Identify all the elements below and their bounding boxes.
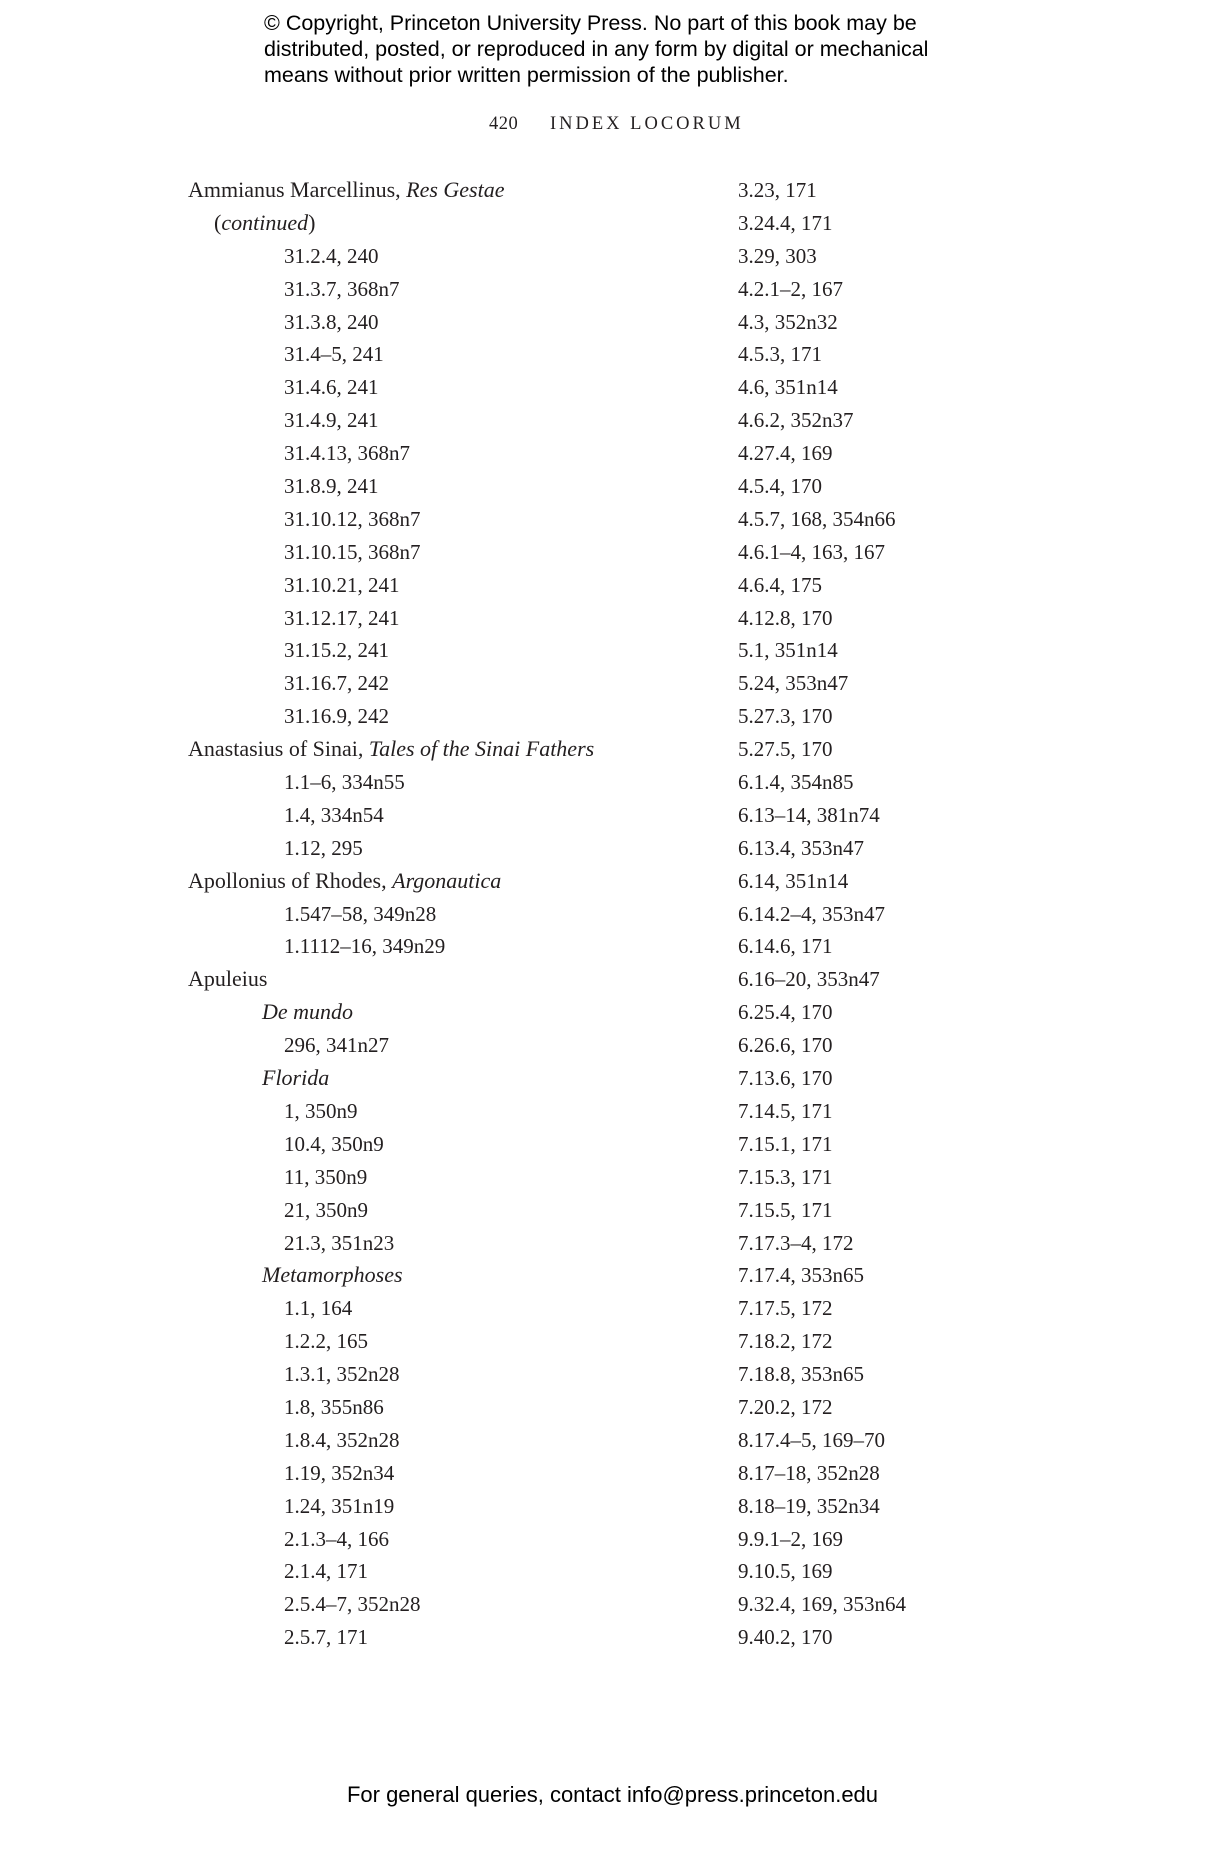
- index-entry: 6.1.4, 354n85: [738, 770, 854, 795]
- index-entry: [188, 240, 708, 273]
- index-entry: [188, 1128, 708, 1161]
- entry-text: 31.10.21, 241: [284, 572, 400, 597]
- index-entry: 6.25.4, 170: [738, 1000, 833, 1025]
- index-entry: 4.2.1–2, 167: [738, 276, 843, 301]
- index-entry: 6.14, 351n14: [738, 868, 849, 893]
- index-heading: [188, 174, 708, 207]
- entry-suffix: ): [308, 209, 316, 235]
- work-title: Florida: [262, 1065, 330, 1091]
- index-entry: 5.27.5, 170: [738, 737, 833, 762]
- index-entry: [188, 1095, 708, 1128]
- index-entry: 7.15.1, 171: [738, 1131, 833, 1156]
- index-subheading: [188, 1062, 708, 1095]
- index-entry: [188, 1194, 708, 1227]
- entry-text: 31.16.7, 242: [284, 671, 389, 696]
- index-entry: [188, 1555, 708, 1588]
- index-entry: 4.6.1–4, 163, 167: [738, 539, 885, 564]
- index-entry: 6.13.4, 353n47: [738, 835, 864, 860]
- entry-text: 10.4, 350n9: [284, 1131, 384, 1156]
- entry-text: 1.24, 351n19: [284, 1493, 395, 1518]
- index-entry: [188, 503, 708, 536]
- index-entry: [188, 371, 708, 404]
- index-entry: [188, 1358, 708, 1391]
- index-entry: [188, 1457, 708, 1490]
- index-entry: 7.18.2, 172: [738, 1329, 833, 1354]
- index-entry: 4.3, 352n32: [738, 309, 838, 334]
- entry-text: 1.4, 334n54: [284, 802, 384, 827]
- contact-footer: For general queries, contact info@press.princeton.edu: [346, 1782, 879, 1807]
- index-subheading: [188, 1259, 708, 1292]
- index-entry: 5.1, 351n14: [738, 638, 838, 663]
- index-entry: [188, 1424, 708, 1457]
- entry-text: 1.12, 295: [284, 835, 363, 860]
- entry-text: 1.547–58, 349n28: [284, 901, 437, 926]
- index-entry: 8.17–18, 352n28: [738, 1460, 880, 1485]
- index-entry: 5.27.3, 170: [738, 704, 833, 729]
- index-entry: [188, 437, 708, 470]
- index-entry: 4.5.3, 171: [738, 342, 822, 367]
- index-entry: [188, 1161, 708, 1194]
- entry-text: Anastasius of Sinai,: [188, 736, 369, 762]
- index-entry: [188, 930, 708, 963]
- entry-text: 2.5.4–7, 352n28: [284, 1592, 421, 1617]
- entry-text: 31.16.9, 242: [284, 704, 389, 729]
- index-entry: [188, 1621, 708, 1654]
- entry-text: Apuleius: [188, 966, 268, 992]
- entry-text: 2.1.3–4, 166: [284, 1526, 389, 1551]
- copyright-notice: [264, 10, 1004, 88]
- entry-text: 31.10.12, 368n7: [284, 506, 421, 531]
- page-number: 420: [489, 114, 519, 134]
- index-entry: 4.5.4, 170: [738, 474, 822, 499]
- entry-text: 1.8, 355n86: [284, 1394, 384, 1419]
- entry-text: 1.1–6, 334n55: [284, 770, 405, 795]
- index-entry: 9.9.1–2, 169: [738, 1526, 843, 1551]
- index-entry: [188, 1292, 708, 1325]
- index-entry: 4.6.4, 175: [738, 572, 822, 597]
- index-entry: [188, 766, 708, 799]
- index-entry: [188, 1490, 708, 1523]
- index-entry: [188, 799, 708, 832]
- index-entry: [188, 1227, 708, 1260]
- index-heading: [188, 963, 708, 996]
- entry-text: 1.1112–16, 349n29: [284, 934, 446, 959]
- index-entry: [188, 634, 708, 667]
- entry-text: 2.5.7, 171: [284, 1625, 368, 1650]
- entry-text: (: [214, 209, 222, 235]
- work-title: Res Gestae: [406, 177, 505, 202]
- index-entry: 5.24, 353n47: [738, 671, 849, 696]
- index-entry: 3.24.4, 171: [738, 210, 833, 235]
- entry-text: 11, 350n9: [284, 1164, 368, 1189]
- index-entry: [188, 832, 708, 865]
- entry-text: 21, 350n9: [284, 1197, 368, 1222]
- index-entry: [188, 273, 708, 306]
- index-entry: 7.14.5, 171: [738, 1098, 833, 1123]
- entry-text: 31.3.7, 368n7: [284, 276, 400, 301]
- index-entry: [188, 667, 708, 700]
- index-entry: 9.40.2, 170: [738, 1625, 833, 1650]
- entry-text: 31.10.15, 368n7: [284, 539, 421, 564]
- index-entry: 4.6, 351n14: [738, 375, 838, 400]
- index-entry: [188, 404, 708, 437]
- index-column-right: [738, 174, 1098, 1654]
- entry-text: 296, 341n27: [284, 1033, 389, 1058]
- work-title: continued: [221, 209, 309, 235]
- entry-text: Ammianus Marcellinus,: [188, 177, 407, 202]
- entry-text: 31.4.6, 241: [284, 375, 379, 400]
- work-title: Argonautica: [392, 867, 502, 893]
- entry-text: 31.8.9, 241: [284, 474, 379, 499]
- entry-text: 31.3.8, 240: [284, 309, 379, 334]
- entry-text: 31.12.17, 241: [284, 605, 400, 630]
- work-title: Tales of the Sinai Fathers: [368, 736, 595, 762]
- entry-text: 31.4.13, 368n7: [284, 441, 410, 466]
- index-entry: 7.18.8, 353n65: [738, 1362, 864, 1387]
- index-entry: [188, 700, 708, 733]
- index-entry: [188, 1029, 708, 1062]
- entry-text: 1.8.4, 352n28: [284, 1427, 400, 1452]
- index-entry: [188, 569, 708, 602]
- index-entry: [188, 1588, 708, 1621]
- index-entry: 7.20.2, 172: [738, 1394, 833, 1419]
- index-entry: [188, 470, 708, 503]
- index-entry: 6.14.2–4, 353n47: [738, 901, 885, 926]
- copyright-line: © Copyright, Princeton University Press. No part of this book may be: [264, 11, 917, 35]
- entry-text: 31.4.9, 241: [284, 408, 379, 433]
- index-entry: 8.17.4–5, 169–70: [738, 1427, 885, 1452]
- index-entry: [188, 338, 708, 371]
- copyright-line: distributed, posted, or reproduced in any form by digital or mechanical: [264, 37, 929, 61]
- index-entry: 3.29, 303: [738, 243, 817, 268]
- entry-text: 21.3, 351n23: [284, 1230, 395, 1255]
- index-column-left: [188, 174, 708, 1654]
- index-entry: 4.6.2, 352n37: [738, 408, 854, 433]
- index-entry: [188, 898, 708, 931]
- section-title: INDEX LOCORUM: [550, 114, 744, 134]
- index-entry: 6.13–14, 381n74: [738, 802, 880, 827]
- index-entry: 4.12.8, 170: [738, 605, 833, 630]
- index-entry: 8.18–19, 352n34: [738, 1493, 880, 1518]
- index-entry: 7.13.6, 170: [738, 1066, 833, 1091]
- entry-text: 1, 350n9: [284, 1098, 358, 1123]
- index-entry: 6.26.6, 170: [738, 1033, 833, 1058]
- index-subheading: [188, 996, 708, 1029]
- index-heading: [188, 865, 708, 898]
- index-continued: [188, 207, 708, 240]
- entry-text: Apollonius of Rhodes,: [188, 867, 393, 893]
- index-entry: 7.15.3, 171: [738, 1164, 833, 1189]
- index-entry: 7.17.5, 172: [738, 1296, 833, 1321]
- entry-text: 1.19, 352n34: [284, 1460, 395, 1485]
- entry-text: 31.2.4, 240: [284, 243, 379, 268]
- index-entry: [188, 1325, 708, 1358]
- index-entry: [188, 1391, 708, 1424]
- index-entry: [188, 536, 708, 569]
- index-entry: [188, 602, 708, 635]
- entry-text: 1.2.2, 165: [284, 1329, 368, 1354]
- index-entry: 9.10.5, 169: [738, 1559, 833, 1584]
- entry-text: 31.15.2, 241: [284, 638, 389, 663]
- entry-text: 1.1, 164: [284, 1296, 353, 1321]
- index-entry: 4.5.7, 168, 354n66: [738, 506, 896, 531]
- index-entry: 4.27.4, 169: [738, 441, 833, 466]
- index-entry: 6.14.6, 171: [738, 934, 833, 959]
- index-entry: 9.32.4, 169, 353n64: [738, 1592, 906, 1617]
- work-title: De mundo: [262, 999, 354, 1025]
- index-entry: 7.17.4, 353n65: [738, 1263, 864, 1288]
- index-entry: 7.17.3–4, 172: [738, 1230, 854, 1255]
- entry-text: 1.3.1, 352n28: [284, 1362, 400, 1387]
- index-heading: [188, 733, 708, 766]
- index-entry: [188, 1523, 708, 1556]
- copyright-line: means without prior written permission of the publisher.: [264, 63, 789, 87]
- index-entry: 7.15.5, 171: [738, 1197, 833, 1222]
- index-entry: 3.23, 171: [738, 178, 817, 202]
- index-entry: 6.16–20, 353n47: [738, 967, 880, 992]
- work-title: Metamorphoses: [262, 1262, 403, 1288]
- entry-text: 31.4–5, 241: [284, 342, 384, 367]
- index-entry: [188, 306, 708, 339]
- entry-text: 2.1.4, 171: [284, 1559, 368, 1584]
